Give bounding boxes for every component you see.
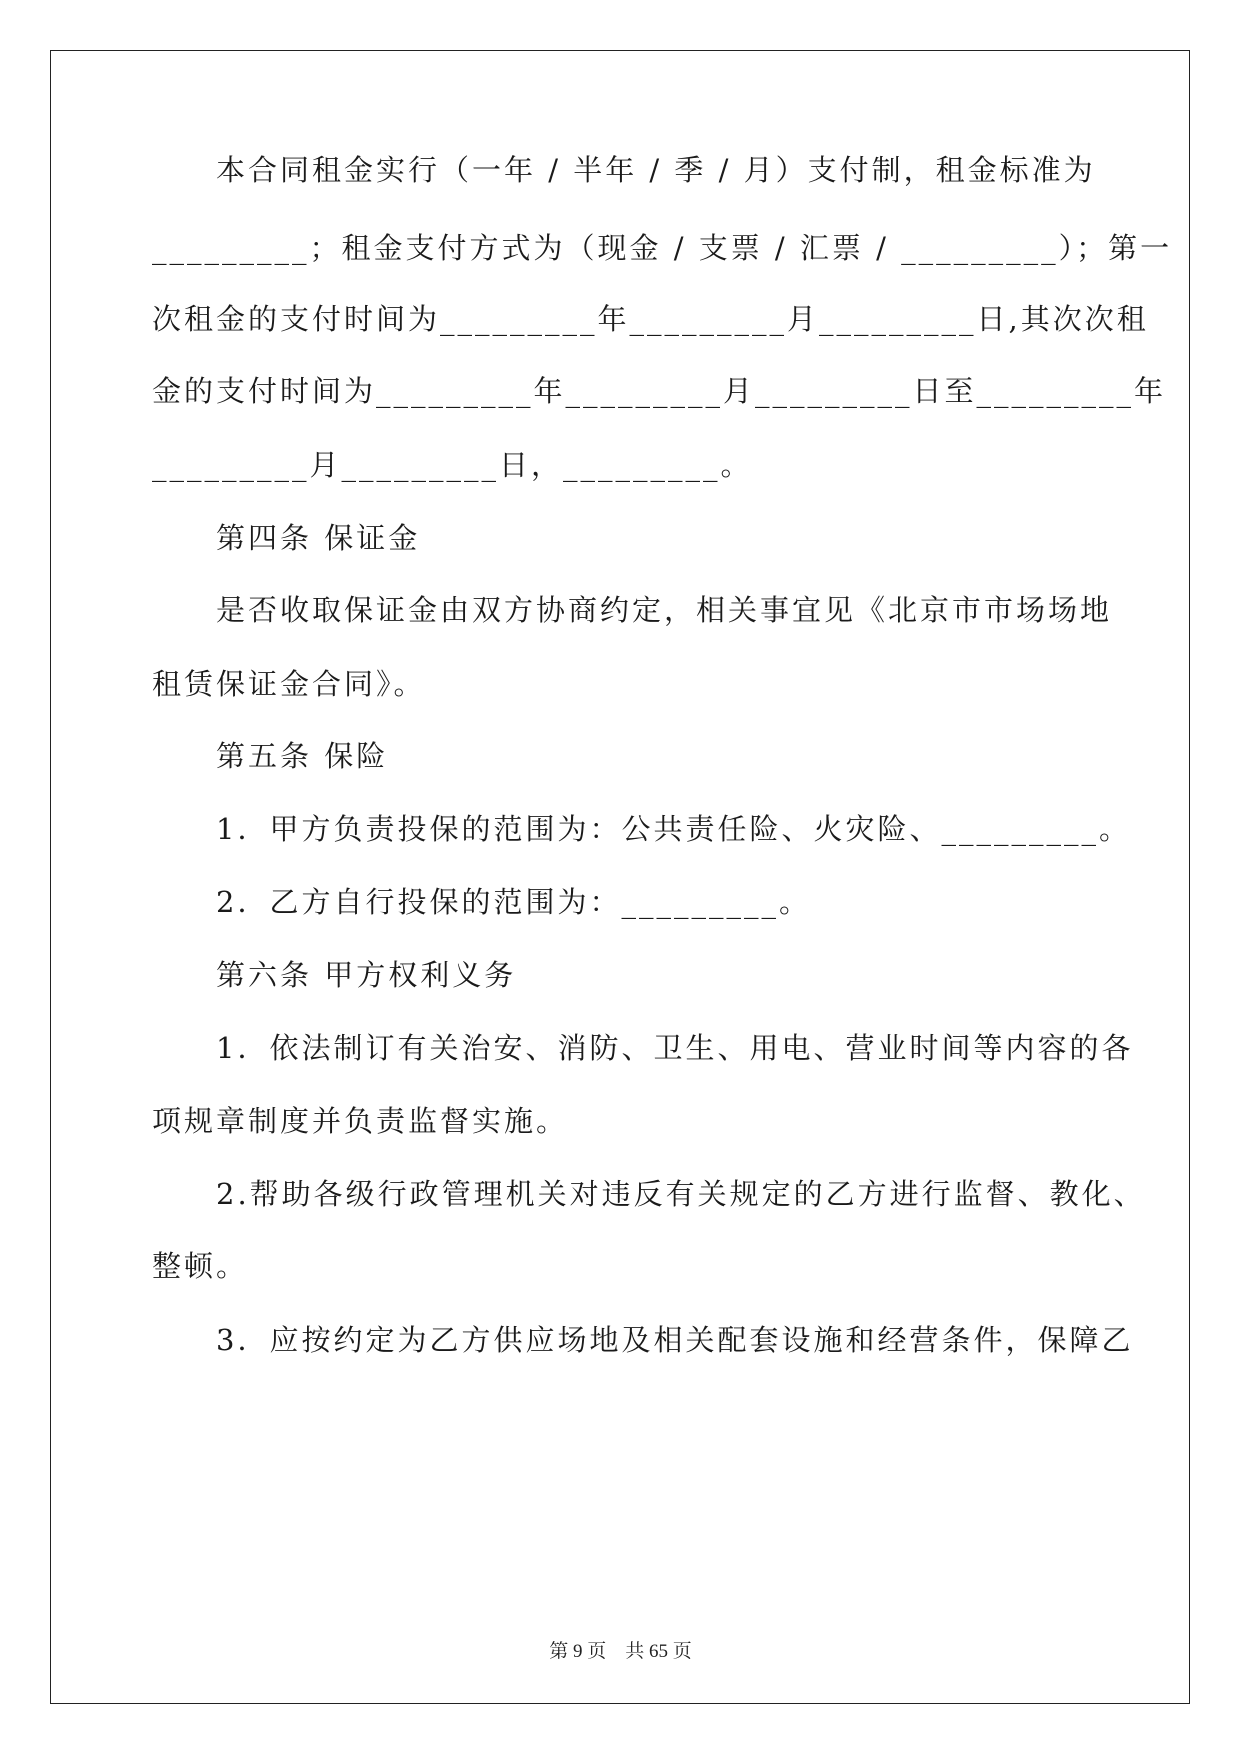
text-line: 本合同租金实行（一年 / 半年 / 季 / 月）支付制，租金标准为 <box>216 153 1096 187</box>
section-heading: 第四条 保证金 <box>216 521 421 555</box>
text-line: 项规章制度并负责监督实施。 <box>152 1104 569 1138</box>
text-line: 是否收取保证金由双方协商约定，相关事宜见《北京市市场场地 <box>216 593 1113 627</box>
text-line: 3．应按约定为乙方供应场地及相关配套设施和经营条件，保障乙 <box>216 1323 1134 1357</box>
text-line: _________；租金支付方式为（现金 / 支票 / 汇票 / _________）；第一 <box>152 231 1173 265</box>
text-line: 2.帮助各级行政管理机关对违反有关规定的乙方进行监督、教化、 <box>216 1177 1146 1211</box>
text-line: 1．依法制订有关治安、消防、卫生、用电、营业时间等内容的各 <box>216 1031 1134 1065</box>
section-heading: 第五条 保险 <box>216 739 389 773</box>
text-line: 次租金的支付时间为_________年_________月_________日,其次次租 <box>152 302 1149 336</box>
text-line: 2．乙方自行投保的范围为：_________。 <box>216 885 811 919</box>
section-heading: 第六条 甲方权利义务 <box>216 958 517 992</box>
text-line: 租赁保证金合同》。 <box>152 667 426 701</box>
text-line: 1．甲方负责投保的范围为：公共责任险、火灾险、_________。 <box>216 812 1131 846</box>
text-line: 金的支付时间为_________年_________月_________日至_________年 <box>152 374 1167 408</box>
text-line: 整顿。 <box>152 1249 249 1283</box>
text-line: _________月_________日，_________。 <box>152 448 753 482</box>
page-number: 第 9 页 共 65 页 <box>549 1641 692 1662</box>
